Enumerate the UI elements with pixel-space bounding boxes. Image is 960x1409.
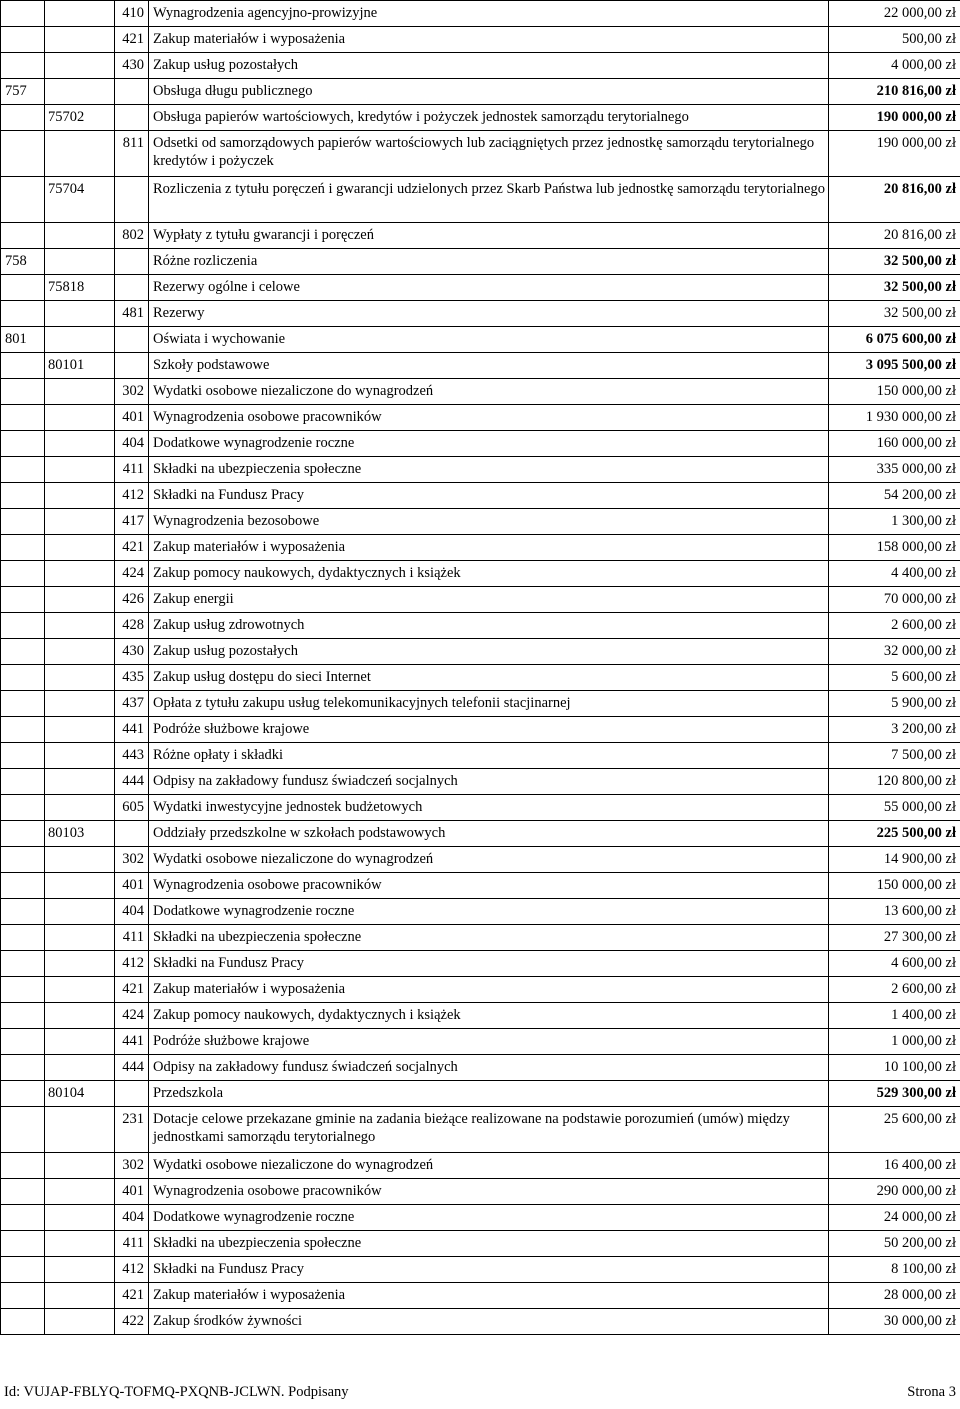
- paragraph-code: 441: [115, 1029, 149, 1055]
- table-row: [1, 1283, 960, 1309]
- amount-value: 4 600,00 zł: [829, 951, 960, 977]
- table-row: [1, 327, 960, 353]
- amount-value: 22 000,00 zł: [829, 1, 960, 27]
- table-row: [1, 105, 960, 131]
- table-row: [1, 691, 960, 717]
- amount-value: 5 900,00 zł: [829, 691, 960, 717]
- table-row: [1, 405, 960, 431]
- table-row: [1, 1107, 960, 1153]
- paragraph-code: 404: [115, 1205, 149, 1231]
- paragraph-code: [115, 275, 149, 301]
- chapter-code: [45, 665, 115, 691]
- paragraph-code: 411: [115, 457, 149, 483]
- division-code: [1, 301, 45, 327]
- division-code: [1, 405, 45, 431]
- item-description: Dodatkowe wynagrodzenie roczne: [149, 899, 829, 925]
- chapter-code: [45, 1055, 115, 1081]
- table-row: [1, 1179, 960, 1205]
- amount-value: 27 300,00 zł: [829, 925, 960, 951]
- amount-value: 1 300,00 zł: [829, 509, 960, 535]
- item-description: Wydatki inwestycyjne jednostek budżetowych: [149, 795, 829, 821]
- division-code: [1, 665, 45, 691]
- division-code: 758: [1, 249, 45, 275]
- chapter-code: 75818: [45, 275, 115, 301]
- division-code: 757: [1, 79, 45, 105]
- amount-value: 20 816,00 zł: [829, 223, 960, 249]
- division-code: [1, 1081, 45, 1107]
- amount-value: 1 930 000,00 zł: [829, 405, 960, 431]
- table-row: [1, 457, 960, 483]
- division-code: [1, 743, 45, 769]
- division-code: [1, 275, 45, 301]
- table-row: [1, 53, 960, 79]
- amount-value: 500,00 zł: [829, 27, 960, 53]
- amount-value: 24 000,00 zł: [829, 1205, 960, 1231]
- division-code: [1, 535, 45, 561]
- amount-value: 529 300,00 zł: [829, 1081, 960, 1107]
- paragraph-code: 302: [115, 1153, 149, 1179]
- chapter-code: 75704: [45, 177, 115, 223]
- table-row: [1, 379, 960, 405]
- paragraph-code: [115, 1081, 149, 1107]
- item-description: Zakup energii: [149, 587, 829, 613]
- amount-value: 14 900,00 zł: [829, 847, 960, 873]
- item-description: Zakup usług zdrowotnych: [149, 613, 829, 639]
- chapter-code: [45, 977, 115, 1003]
- paragraph-code: 401: [115, 1179, 149, 1205]
- chapter-code: [45, 249, 115, 275]
- amount-value: 13 600,00 zł: [829, 899, 960, 925]
- paragraph-code: 428: [115, 613, 149, 639]
- division-code: [1, 1029, 45, 1055]
- amount-value: 150 000,00 zł: [829, 873, 960, 899]
- division-code: [1, 27, 45, 53]
- chapter-code: [45, 1107, 115, 1153]
- table-row: [1, 509, 960, 535]
- paragraph-code: 444: [115, 1055, 149, 1081]
- amount-value: 160 000,00 zł: [829, 431, 960, 457]
- table-row: [1, 1257, 960, 1283]
- table-row: [1, 353, 960, 379]
- item-description: Składki na ubezpieczenia społeczne: [149, 457, 829, 483]
- amount-value: 54 200,00 zł: [829, 483, 960, 509]
- item-description: Podróże służbowe krajowe: [149, 1029, 829, 1055]
- item-description: Wynagrodzenia osobowe pracowników: [149, 873, 829, 899]
- division-code: [1, 873, 45, 899]
- item-description: Opłata z tytułu zakupu usług telekomunikacyjnych telefonii stacjinarnej: [149, 691, 829, 717]
- table-row: [1, 873, 960, 899]
- paragraph-code: 605: [115, 795, 149, 821]
- item-description: Składki na ubezpieczenia społeczne: [149, 925, 829, 951]
- division-code: [1, 53, 45, 79]
- table-row: [1, 249, 960, 275]
- amount-value: 8 100,00 zł: [829, 1257, 960, 1283]
- amount-value: 32 500,00 zł: [829, 275, 960, 301]
- item-description: Szkoły podstawowe: [149, 353, 829, 379]
- chapter-code: [45, 769, 115, 795]
- division-code: [1, 509, 45, 535]
- paragraph-code: 426: [115, 587, 149, 613]
- table-row: [1, 131, 960, 177]
- table-row: [1, 561, 960, 587]
- division-code: [1, 431, 45, 457]
- table-row: [1, 1153, 960, 1179]
- paragraph-code: 441: [115, 717, 149, 743]
- chapter-code: [45, 1, 115, 27]
- chapter-code: [45, 639, 115, 665]
- division-code: [1, 561, 45, 587]
- item-description: Wydatki osobowe niezaliczone do wynagrodzeń: [149, 847, 829, 873]
- paragraph-code: 410: [115, 1, 149, 27]
- item-description: Składki na Fundusz Pracy: [149, 1257, 829, 1283]
- paragraph-code: 443: [115, 743, 149, 769]
- amount-value: 3 095 500,00 zł: [829, 353, 960, 379]
- division-code: [1, 847, 45, 873]
- table-row: [1, 1029, 960, 1055]
- chapter-code: [45, 1153, 115, 1179]
- table-row: [1, 899, 960, 925]
- paragraph-code: 421: [115, 1283, 149, 1309]
- table-row: [1, 223, 960, 249]
- table-row: [1, 1055, 960, 1081]
- amount-value: 10 100,00 zł: [829, 1055, 960, 1081]
- item-description: Zakup materiałów i wyposażenia: [149, 1283, 829, 1309]
- item-description: Odsetki od samorządowych papierów wartościowych lub zaciągniętych przez jednostkę samorządu terytorialnego kredytów i pożyczek: [149, 131, 829, 177]
- paragraph-code: 424: [115, 1003, 149, 1029]
- item-description: Wynagrodzenia bezosobowe: [149, 509, 829, 535]
- table-row: [1, 79, 960, 105]
- chapter-code: [45, 613, 115, 639]
- division-code: [1, 821, 45, 847]
- table-row: [1, 483, 960, 509]
- amount-value: 50 200,00 zł: [829, 1231, 960, 1257]
- item-description: Zakup usług pozostałych: [149, 639, 829, 665]
- division-code: [1, 1179, 45, 1205]
- amount-value: 3 200,00 zł: [829, 717, 960, 743]
- paragraph-code: 430: [115, 639, 149, 665]
- chapter-code: [45, 405, 115, 431]
- paragraph-code: 421: [115, 977, 149, 1003]
- paragraph-code: 411: [115, 1231, 149, 1257]
- division-code: [1, 131, 45, 177]
- chapter-code: [45, 1179, 115, 1205]
- chapter-code: 80101: [45, 353, 115, 379]
- division-code: [1, 1055, 45, 1081]
- paragraph-code: 422: [115, 1309, 149, 1335]
- paragraph-code: 302: [115, 379, 149, 405]
- chapter-code: [45, 1283, 115, 1309]
- table-row: [1, 431, 960, 457]
- document-id: Id: VUJAP-FBLYQ-TOFMQ-PXQNB-JCLWN. Podpisany: [4, 1384, 349, 1400]
- item-description: Przedszkola: [149, 1081, 829, 1107]
- division-code: [1, 587, 45, 613]
- chapter-code: [45, 457, 115, 483]
- table-row: [1, 925, 960, 951]
- chapter-code: [45, 79, 115, 105]
- amount-value: 32 500,00 zł: [829, 249, 960, 275]
- chapter-code: [45, 535, 115, 561]
- item-description: Zakup środków żywności: [149, 1309, 829, 1335]
- table-row: [1, 795, 960, 821]
- amount-value: 225 500,00 zł: [829, 821, 960, 847]
- table-row: [1, 1, 960, 27]
- amount-value: 150 000,00 zł: [829, 379, 960, 405]
- item-description: Wynagrodzenia osobowe pracowników: [149, 405, 829, 431]
- amount-value: 30 000,00 zł: [829, 1309, 960, 1335]
- item-description: Składki na Fundusz Pracy: [149, 483, 829, 509]
- item-description: Dodatkowe wynagrodzenie roczne: [149, 431, 829, 457]
- table-row: [1, 769, 960, 795]
- amount-value: 335 000,00 zł: [829, 457, 960, 483]
- table-row: [1, 613, 960, 639]
- division-code: [1, 353, 45, 379]
- table-row: [1, 275, 960, 301]
- division-code: [1, 717, 45, 743]
- table-row: [1, 639, 960, 665]
- division-code: [1, 613, 45, 639]
- paragraph-code: [115, 105, 149, 131]
- table-row: [1, 743, 960, 769]
- paragraph-code: 802: [115, 223, 149, 249]
- item-description: Różne opłaty i składki: [149, 743, 829, 769]
- chapter-code: [45, 717, 115, 743]
- chapter-code: [45, 27, 115, 53]
- item-description: Obsługa długu publicznego: [149, 79, 829, 105]
- chapter-code: [45, 223, 115, 249]
- item-description: Wynagrodzenia agencyjno-prowizyjne: [149, 1, 829, 27]
- item-description: Wydatki osobowe niezaliczone do wynagrodzeń: [149, 379, 829, 405]
- amount-value: 7 500,00 zł: [829, 743, 960, 769]
- item-description: Wypłaty z tytułu gwarancji i poręczeń: [149, 223, 829, 249]
- division-code: [1, 223, 45, 249]
- paragraph-code: 811: [115, 131, 149, 177]
- division-code: [1, 691, 45, 717]
- item-description: Zakup usług pozostałych: [149, 53, 829, 79]
- amount-value: 190 000,00 zł: [829, 105, 960, 131]
- paragraph-code: 412: [115, 483, 149, 509]
- chapter-code: [45, 431, 115, 457]
- item-description: Rozliczenia z tytułu poręczeń i gwarancji udzielonych przez Skarb Państwa lub jednostkę samorządu terytorialnego: [149, 177, 829, 223]
- chapter-code: [45, 899, 115, 925]
- chapter-code: [45, 379, 115, 405]
- amount-value: 1 400,00 zł: [829, 1003, 960, 1029]
- table-row: [1, 821, 960, 847]
- chapter-code: [45, 1003, 115, 1029]
- item-description: Odpisy na zakładowy fundusz świadczeń socjalnych: [149, 1055, 829, 1081]
- division-code: [1, 951, 45, 977]
- chapter-code: [45, 587, 115, 613]
- division-code: 801: [1, 327, 45, 353]
- amount-value: 290 000,00 zł: [829, 1179, 960, 1205]
- table-row: [1, 847, 960, 873]
- chapter-code: 80103: [45, 821, 115, 847]
- item-description: Zakup pomocy naukowych, dydaktycznych i książek: [149, 1003, 829, 1029]
- item-description: Rezerwy ogólne i celowe: [149, 275, 829, 301]
- paragraph-code: 411: [115, 925, 149, 951]
- chapter-code: [45, 873, 115, 899]
- paragraph-code: 437: [115, 691, 149, 717]
- paragraph-code: 401: [115, 405, 149, 431]
- paragraph-code: 421: [115, 535, 149, 561]
- item-description: Zakup materiałów i wyposażenia: [149, 535, 829, 561]
- amount-value: 70 000,00 zł: [829, 587, 960, 613]
- chapter-code: [45, 509, 115, 535]
- budget-table-body: [1, 1, 960, 1335]
- item-description: Podróże służbowe krajowe: [149, 717, 829, 743]
- table-row: [1, 301, 960, 327]
- amount-value: 4 000,00 zł: [829, 53, 960, 79]
- table-row: [1, 1309, 960, 1335]
- chapter-code: [45, 1257, 115, 1283]
- paragraph-code: [115, 327, 149, 353]
- division-code: [1, 177, 45, 223]
- paragraph-code: [115, 821, 149, 847]
- amount-value: 28 000,00 zł: [829, 1283, 960, 1309]
- paragraph-code: [115, 79, 149, 105]
- item-description: Dodatkowe wynagrodzenie roczne: [149, 1205, 829, 1231]
- division-code: [1, 105, 45, 131]
- amount-value: 4 400,00 zł: [829, 561, 960, 587]
- paragraph-code: 421: [115, 27, 149, 53]
- table-row: [1, 587, 960, 613]
- table-row: [1, 951, 960, 977]
- chapter-code: [45, 951, 115, 977]
- chapter-code: 75702: [45, 105, 115, 131]
- division-code: [1, 899, 45, 925]
- chapter-code: [45, 1029, 115, 1055]
- item-description: Oświata i wychowanie: [149, 327, 829, 353]
- paragraph-code: 444: [115, 769, 149, 795]
- chapter-code: [45, 561, 115, 587]
- amount-value: 158 000,00 zł: [829, 535, 960, 561]
- chapter-code: 80104: [45, 1081, 115, 1107]
- table-row: [1, 1231, 960, 1257]
- division-code: [1, 795, 45, 821]
- item-description: Zakup usług dostępu do sieci Internet: [149, 665, 829, 691]
- item-description: Różne rozliczenia: [149, 249, 829, 275]
- division-code: [1, 925, 45, 951]
- amount-value: 120 800,00 zł: [829, 769, 960, 795]
- paragraph-code: 417: [115, 509, 149, 535]
- amount-value: 55 000,00 zł: [829, 795, 960, 821]
- chapter-code: [45, 131, 115, 177]
- paragraph-code: 302: [115, 847, 149, 873]
- paragraph-code: [115, 249, 149, 275]
- paragraph-code: 435: [115, 665, 149, 691]
- item-description: Zakup materiałów i wyposażenia: [149, 977, 829, 1003]
- chapter-code: [45, 1309, 115, 1335]
- chapter-code: [45, 743, 115, 769]
- table-row: [1, 535, 960, 561]
- division-code: [1, 457, 45, 483]
- chapter-code: [45, 301, 115, 327]
- table-row: [1, 1081, 960, 1107]
- table-row: [1, 177, 960, 223]
- item-description: Odpisy na zakładowy fundusz świadczeń socjalnych: [149, 769, 829, 795]
- paragraph-code: 424: [115, 561, 149, 587]
- amount-value: 190 000,00 zł: [829, 131, 960, 177]
- chapter-code: [45, 1231, 115, 1257]
- chapter-code: [45, 691, 115, 717]
- amount-value: 16 400,00 zł: [829, 1153, 960, 1179]
- amount-value: 2 600,00 zł: [829, 977, 960, 1003]
- item-description: Składki na ubezpieczenia społeczne: [149, 1231, 829, 1257]
- table-row: [1, 717, 960, 743]
- table-row: [1, 27, 960, 53]
- division-code: [1, 639, 45, 665]
- paragraph-code: 404: [115, 899, 149, 925]
- division-code: [1, 769, 45, 795]
- division-code: [1, 1257, 45, 1283]
- amount-value: 6 075 600,00 zł: [829, 327, 960, 353]
- amount-value: 5 600,00 zł: [829, 665, 960, 691]
- item-description: Dotacje celowe przekazane gminie na zadania bieżące realizowane na podstawie porozumień (umów) między jednostkami samorządu terytorialnego: [149, 1107, 829, 1153]
- page-number: Strona 3: [907, 1384, 956, 1400]
- paragraph-code: 412: [115, 951, 149, 977]
- paragraph-code: 430: [115, 53, 149, 79]
- paragraph-code: 404: [115, 431, 149, 457]
- item-description: Wynagrodzenia osobowe pracowników: [149, 1179, 829, 1205]
- chapter-code: [45, 1205, 115, 1231]
- division-code: [1, 977, 45, 1003]
- chapter-code: [45, 483, 115, 509]
- item-description: Zakup materiałów i wyposażenia: [149, 27, 829, 53]
- amount-value: 20 816,00 zł: [829, 177, 960, 223]
- paragraph-code: 401: [115, 873, 149, 899]
- paragraph-code: [115, 353, 149, 379]
- paragraph-code: 481: [115, 301, 149, 327]
- amount-value: 32 500,00 zł: [829, 301, 960, 327]
- division-code: [1, 379, 45, 405]
- division-code: [1, 1107, 45, 1153]
- division-code: [1, 1283, 45, 1309]
- table-row: [1, 665, 960, 691]
- chapter-code: [45, 847, 115, 873]
- table-row: [1, 1205, 960, 1231]
- paragraph-code: 231: [115, 1107, 149, 1153]
- division-code: [1, 1231, 45, 1257]
- division-code: [1, 483, 45, 509]
- amount-value: 25 600,00 zł: [829, 1107, 960, 1153]
- amount-value: 1 000,00 zł: [829, 1029, 960, 1055]
- item-description: Oddziały przedszkolne w szkołach podstawowych: [149, 821, 829, 847]
- item-description: Obsługa papierów wartościowych, kredytów i pożyczek jednostek samorządu terytorialnego: [149, 105, 829, 131]
- item-description: Wydatki osobowe niezaliczone do wynagrodzeń: [149, 1153, 829, 1179]
- table-row: [1, 1003, 960, 1029]
- chapter-code: [45, 53, 115, 79]
- division-code: [1, 1, 45, 27]
- item-description: Zakup pomocy naukowych, dydaktycznych i książek: [149, 561, 829, 587]
- division-code: [1, 1003, 45, 1029]
- paragraph-code: [115, 177, 149, 223]
- amount-value: 32 000,00 zł: [829, 639, 960, 665]
- amount-value: 210 816,00 zł: [829, 79, 960, 105]
- division-code: [1, 1309, 45, 1335]
- amount-value: 2 600,00 zł: [829, 613, 960, 639]
- item-description: Składki na Fundusz Pracy: [149, 951, 829, 977]
- chapter-code: [45, 795, 115, 821]
- chapter-code: [45, 327, 115, 353]
- chapter-code: [45, 925, 115, 951]
- item-description: Rezerwy: [149, 301, 829, 327]
- table-row: [1, 977, 960, 1003]
- paragraph-code: 412: [115, 1257, 149, 1283]
- division-code: [1, 1153, 45, 1179]
- division-code: [1, 1205, 45, 1231]
